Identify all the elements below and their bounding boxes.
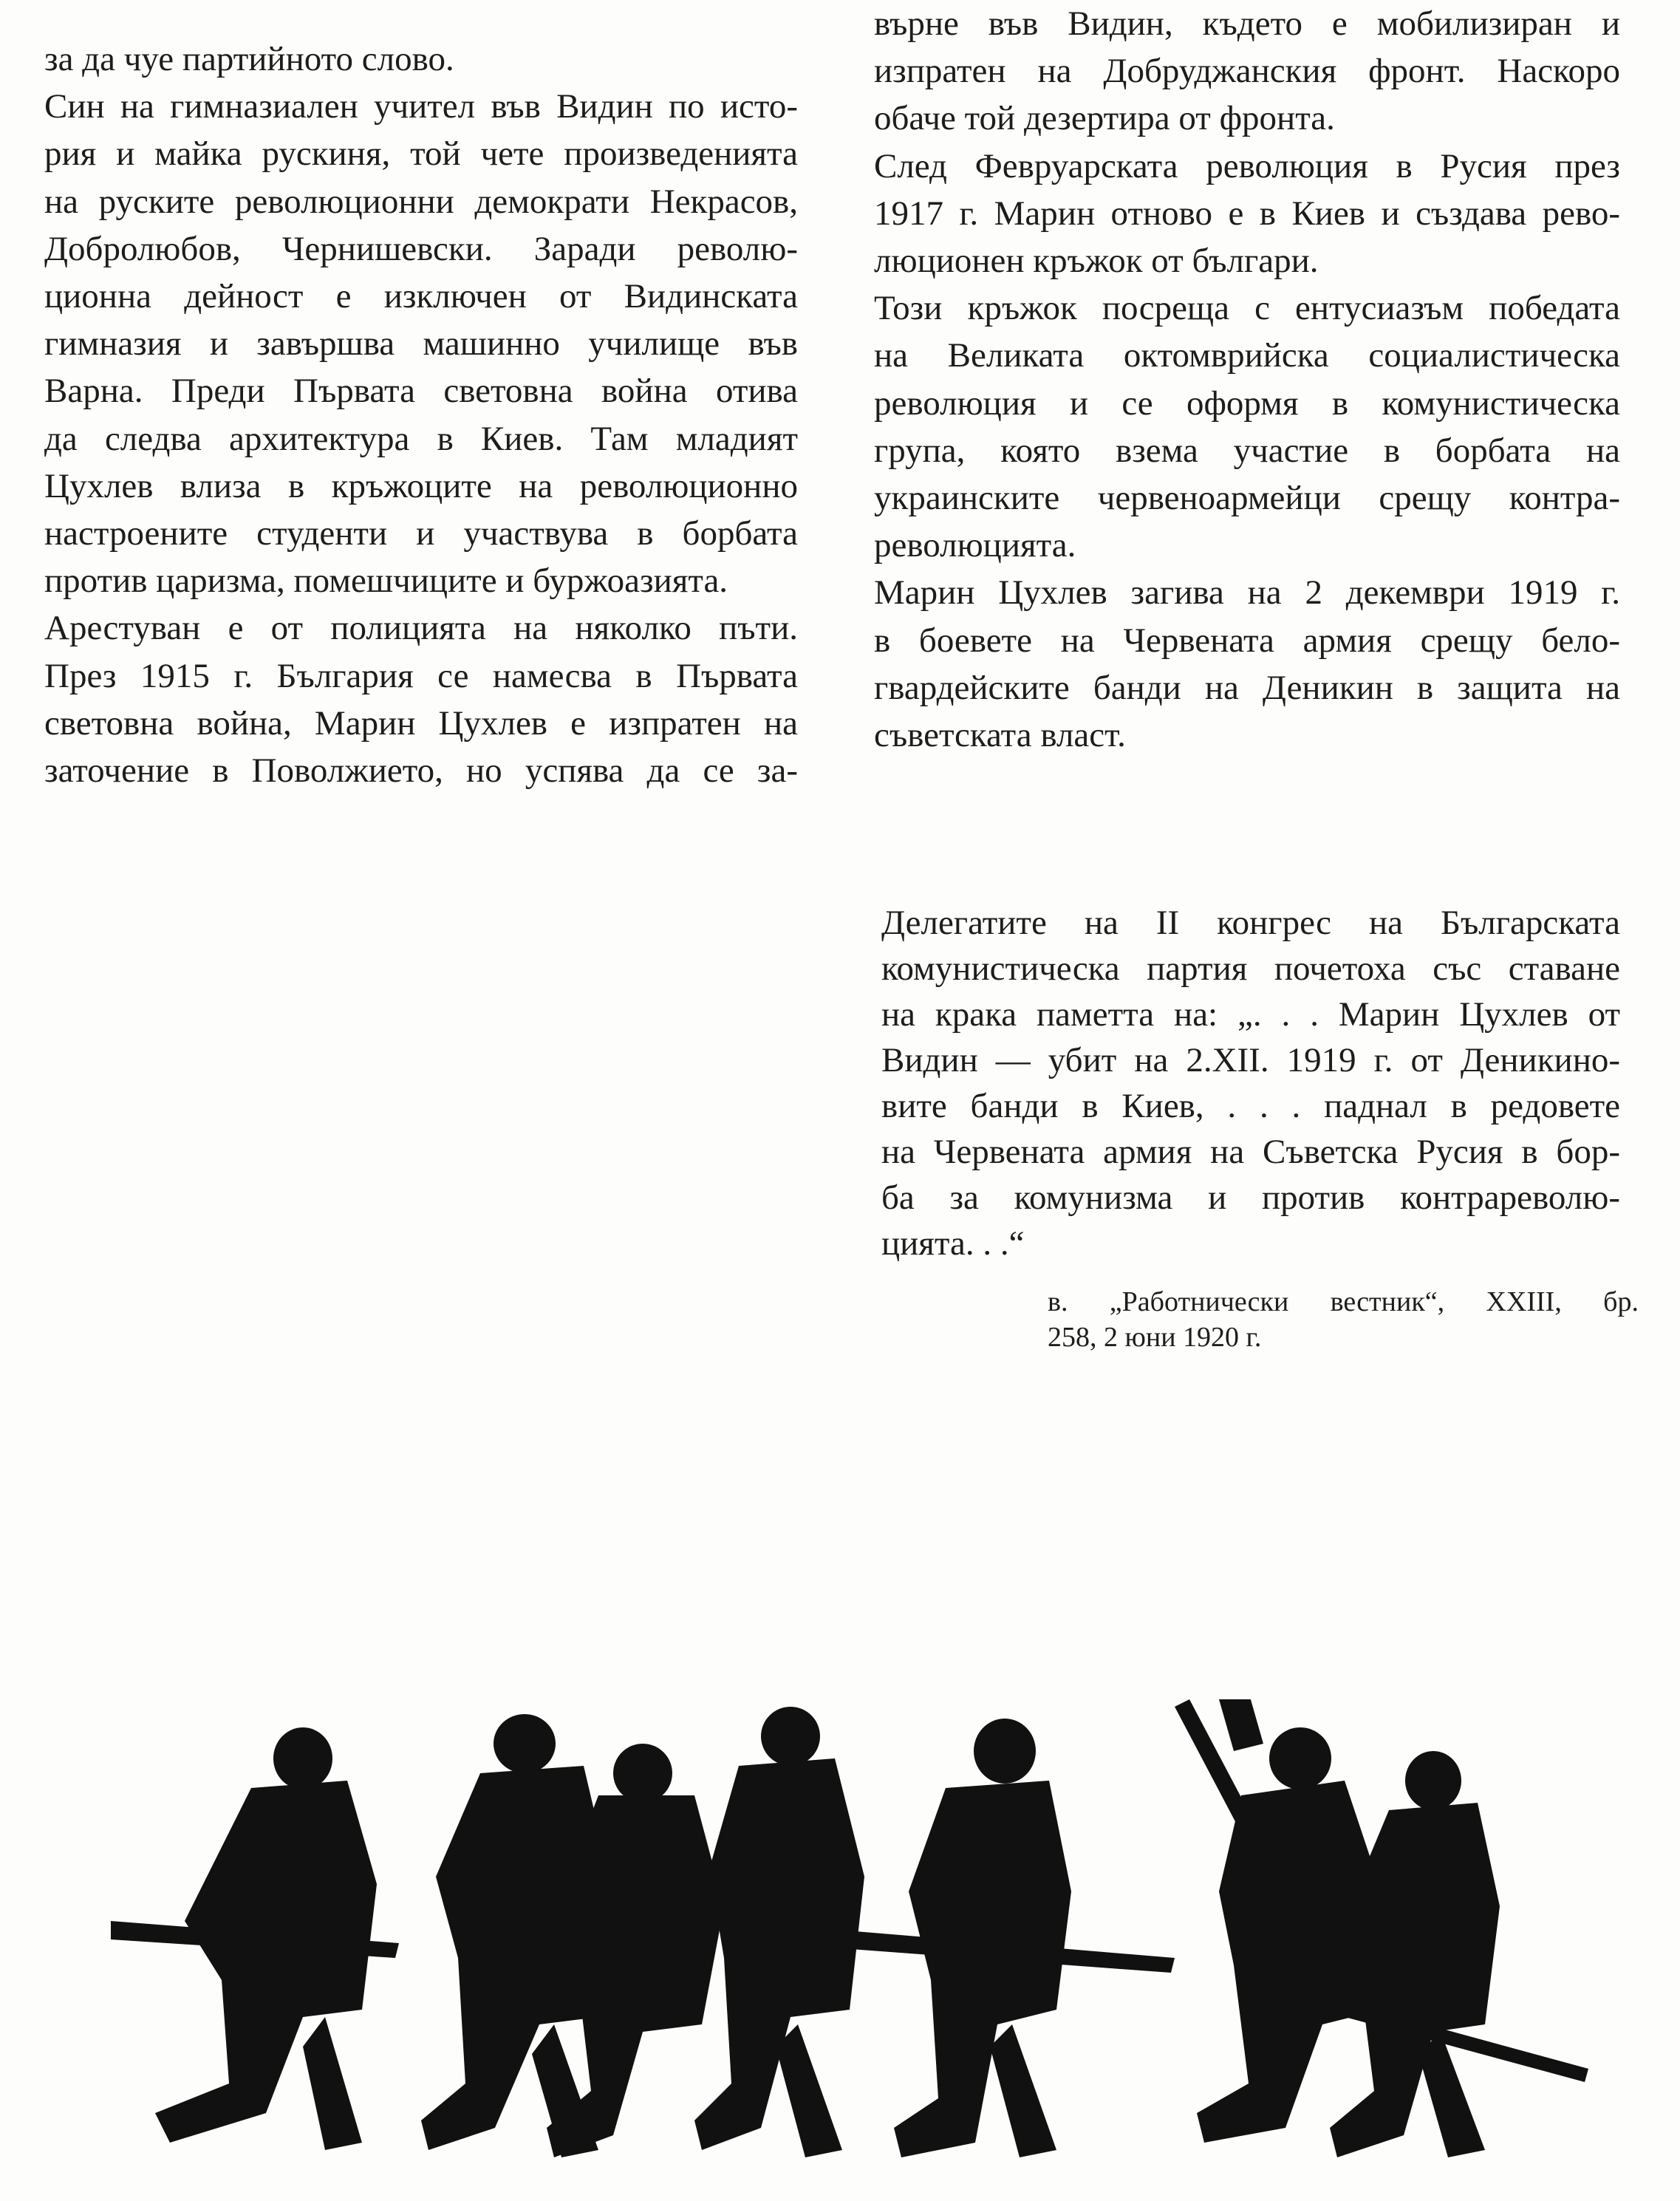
text-line: върне във Видин, където е мобилизиран и — [874, 4, 1620, 43]
text-line: обаче той дезертира от фронта. — [874, 99, 1335, 138]
text-line: Цухлев влиза в кръжоците на революционно — [44, 466, 798, 505]
quote-line: на крака паметта на: „. . . Марин Цухлев от — [881, 995, 1620, 1034]
citation-line: 258, 2 юни 1920 г. — [1048, 1322, 1262, 1353]
text-line: След Февруарската революция в Русия през — [874, 146, 1620, 185]
text-line: изпратен на Добруджанския фронт. Наскоро — [874, 52, 1620, 91]
text-line: Син на гимназиален учител във Видин по исто- — [44, 87, 798, 126]
text-line: Марин Цухлев загива на 2 декември 1919 г. — [874, 573, 1620, 612]
text-line: революция и се оформя в комунистическа — [874, 383, 1620, 423]
text-line: революцията. — [874, 526, 1076, 565]
text-line: рия и майка рускиня, той чете произведенията — [44, 134, 798, 174]
quote-line: ба за комунизма и против контрареволю- — [881, 1178, 1620, 1217]
charging-soldiers-silhouette — [81, 1699, 1618, 2180]
congress-quote — [881, 900, 1620, 1266]
text-line: гимназия и завършва машинно училище във — [44, 324, 798, 364]
text-line: група, която взема участие в борбата на — [874, 431, 1620, 470]
text-line: за да чуе партийното слово. — [44, 40, 454, 78]
left-text-column — [44, 35, 798, 794]
text-line: да следва архитектура в Киев. Там младият — [44, 419, 798, 458]
text-line: на Великата октомврийска социалистическа — [874, 336, 1620, 375]
right-text-column — [874, 0, 1620, 759]
text-line: люционен кръжок от българи. — [874, 242, 1319, 281]
text-line: против царизма, помешчиците и буржоазията. — [44, 562, 728, 601]
text-line: Добролюбов, Чернишевски. Заради револю- — [44, 229, 798, 268]
quote-line: на Червената армия на Съветска Русия в бор- — [881, 1133, 1620, 1171]
text-line: съветската власт. — [874, 716, 1126, 755]
quote-line: Делегатите на II конгрес на Българската — [881, 904, 1620, 942]
text-line: в боевете на Червената армия срещу бело- — [874, 621, 1620, 660]
text-line: През 1915 г. България се намесва в Първата — [44, 656, 798, 695]
text-line: Този кръжок посреща с ентусиазъм победата — [874, 289, 1620, 328]
quote-line: вите банди в Киев, . . . паднал в редовете — [881, 1087, 1620, 1125]
quote-citation — [1048, 1284, 1639, 1355]
text-line: заточение в Поволжието, но успява да се за- — [44, 751, 798, 791]
quote-line: Видин — убит на 2.XII. 1919 г. от Деникино- — [881, 1041, 1620, 1079]
text-line: настроените студенти и участвува в борбата — [44, 514, 798, 553]
text-line: 1917 г. Марин отново е в Киев и създава рево- — [874, 194, 1620, 233]
text-line: гвардейските банди на Деникин в защита на — [874, 668, 1620, 707]
citation-line: в. „Работнически вестник“, XXIII, бр. — [1048, 1286, 1639, 1317]
text-line: Арестуван е от полицията на няколко пъти. — [44, 609, 798, 648]
text-line: Варна. Преди Първата световна война отива — [44, 372, 798, 411]
text-line: украинските червеноармейци срещу контра- — [874, 479, 1620, 518]
quote-line: комунистическа партия почетоха със ставане — [881, 949, 1620, 988]
text-line: ционна дейност е изключен от Видинската — [44, 277, 798, 316]
text-line: на руските революционни демократи Некрасов, — [44, 182, 798, 221]
text-line: световна война, Марин Цухлев е изпратен на — [44, 703, 798, 743]
woodcut-illustration — [81, 1699, 1618, 2180]
quote-line: цията. . .“ — [881, 1224, 1025, 1263]
